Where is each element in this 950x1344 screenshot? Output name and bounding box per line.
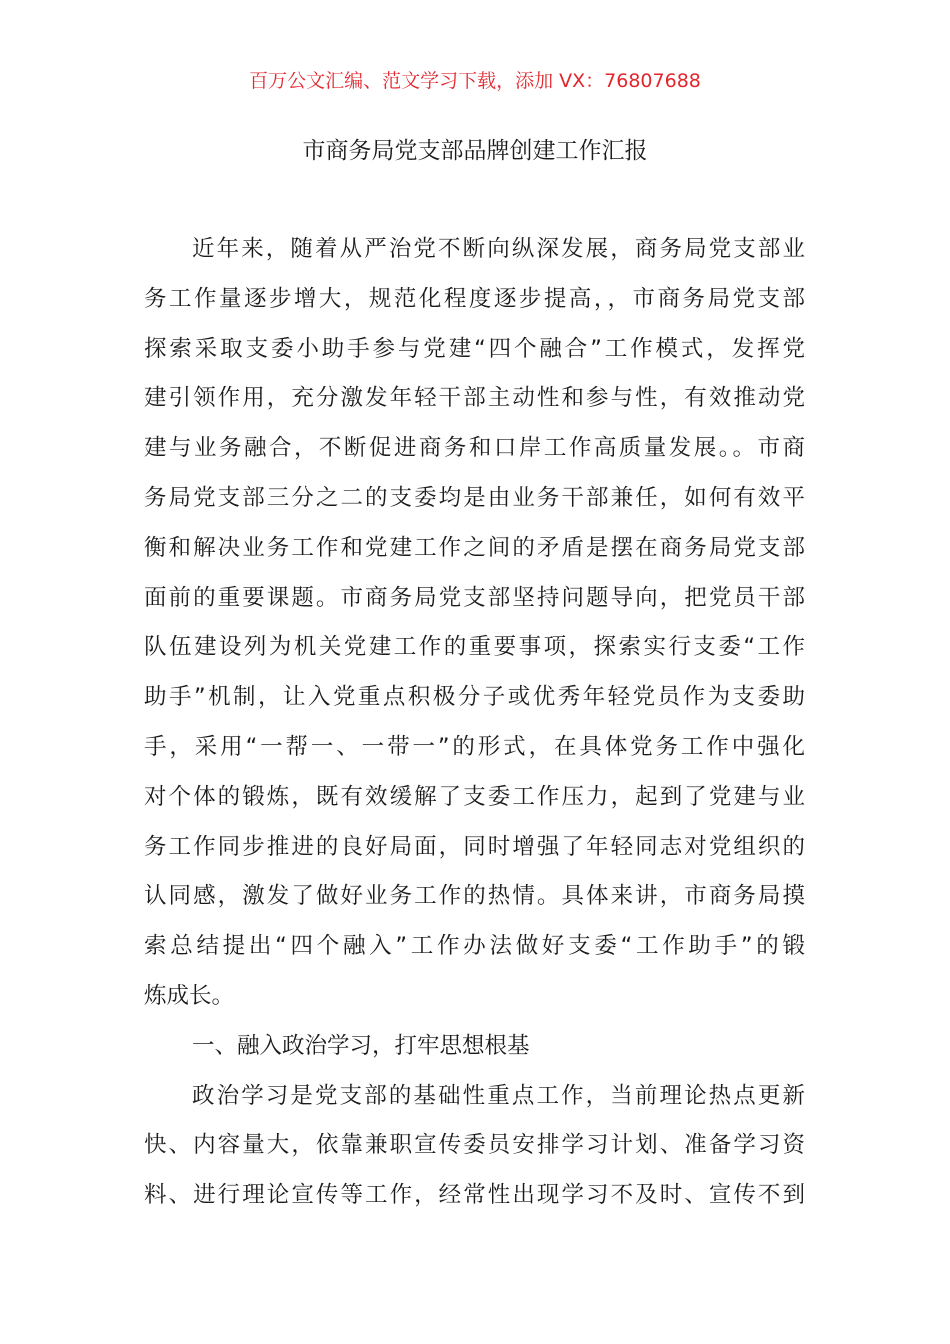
text-line: 助手”机制，让入党重点积极分子或优秀年轻党员作为支委助	[144, 684, 805, 711]
text-line: 政治学习是党支部的基础性重点工作，当前理论热点更新	[192, 1082, 805, 1109]
text-line: 手，采用“一帮一、一带一”的形式，在具体党务工作中强化	[144, 733, 805, 760]
text-line: 料、进行理论宣传等工作，经常性出现学习不及时、宣传不到	[144, 1182, 805, 1209]
text-line: 面前的重要课题。市商务局党支部坚持问题导向，把党员干部	[144, 584, 805, 611]
watermark-banner: 百万公文汇编、范文学习下载，添加 VX：76807688	[249, 70, 701, 92]
text-line: 炼成长。	[144, 982, 235, 1009]
document-body	[144, 225, 805, 1221]
text-line: 务局党支部三分之二的支委均是由业务干部兼任，如何有效平	[144, 484, 805, 511]
text-line: 认同感，激发了做好业务工作的热情。具体来讲，市商务局摸	[144, 883, 805, 910]
text-line: 务工作同步推进的良好局面，同时增强了年轻同志对党组织的	[144, 833, 805, 860]
text-line: 建引领作用，充分激发年轻干部主动性和参与性，有效推动党	[144, 385, 805, 412]
text-line: 快、内容量大，依靠兼职宣传委员安排学习计划、准备学习资	[144, 1132, 805, 1159]
text-line: 务工作量逐步增大，规范化程度逐步提高，，市商务局党支部	[144, 285, 805, 312]
text-line: 队伍建设列为机关党建工作的重要事项，探索实行支委“工作	[144, 634, 805, 661]
text-line: 衡和解决业务工作和党建工作之间的矛盾是摆在商务局党支部	[144, 534, 805, 561]
text-line: 近年来，随着从严治党不断向纵深发展，商务局党支部业	[192, 236, 805, 262]
text-line: 建与业务融合，不断促进商务和口岸工作高质量发展。。市商	[144, 435, 805, 462]
section-heading: 一、融入政治学习，打牢思想根基	[192, 1032, 530, 1059]
document-title: 市商务局党支部品牌创建工作汇报	[302, 138, 648, 164]
text-line: 对个体的锻炼，既有效缓解了支委工作压力，起到了党建与业	[144, 783, 805, 810]
text-line: 探索采取支委小助手参与党建“四个融合”工作模式，发挥党	[144, 335, 805, 362]
text-line: 索总结提出“四个融入”工作办法做好支委“工作助手”的锻	[144, 933, 805, 960]
